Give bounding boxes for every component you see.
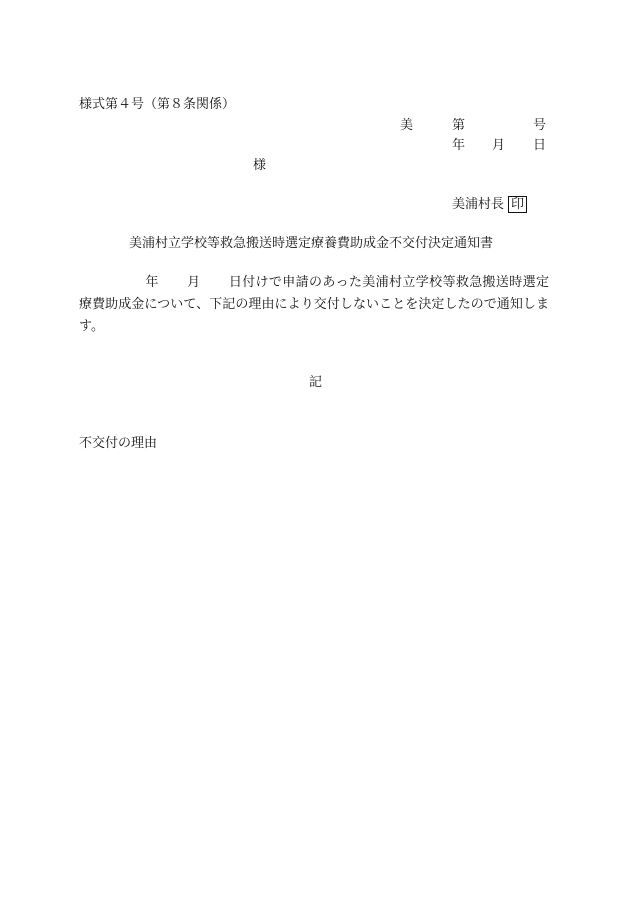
doc-number-dai: 第 (452, 118, 466, 133)
recipient-honorific: 様 (253, 158, 267, 173)
body-text: 日付けで申請のあった美浦村立学校等救急搬送時選定療費助成金について、下記の理由により交付しないことを決定したので通知します。 (79, 275, 549, 334)
reason-label: 不交付の理由 (79, 436, 158, 451)
body-month: 月 (186, 275, 201, 290)
date-year: 年 (452, 138, 466, 153)
document-title: 美浦村立学校等救急搬送時選定療養費助成金不交付決定通知書 (129, 236, 494, 251)
body-paragraph (79, 272, 549, 338)
seal-mark: 印 (508, 196, 527, 213)
date-month: 月 (492, 138, 506, 153)
date-day: 日 (533, 138, 547, 153)
issuer-name: 美浦村長 (452, 197, 505, 212)
ki-heading: 記 (309, 375, 323, 390)
body-year: 年 (145, 275, 159, 290)
doc-number-go: 号 (533, 118, 547, 133)
doc-number-prefix: 美 (400, 118, 414, 133)
issuer-line (452, 196, 527, 213)
form-label: 様式第４号（第８条関係） (79, 97, 236, 112)
